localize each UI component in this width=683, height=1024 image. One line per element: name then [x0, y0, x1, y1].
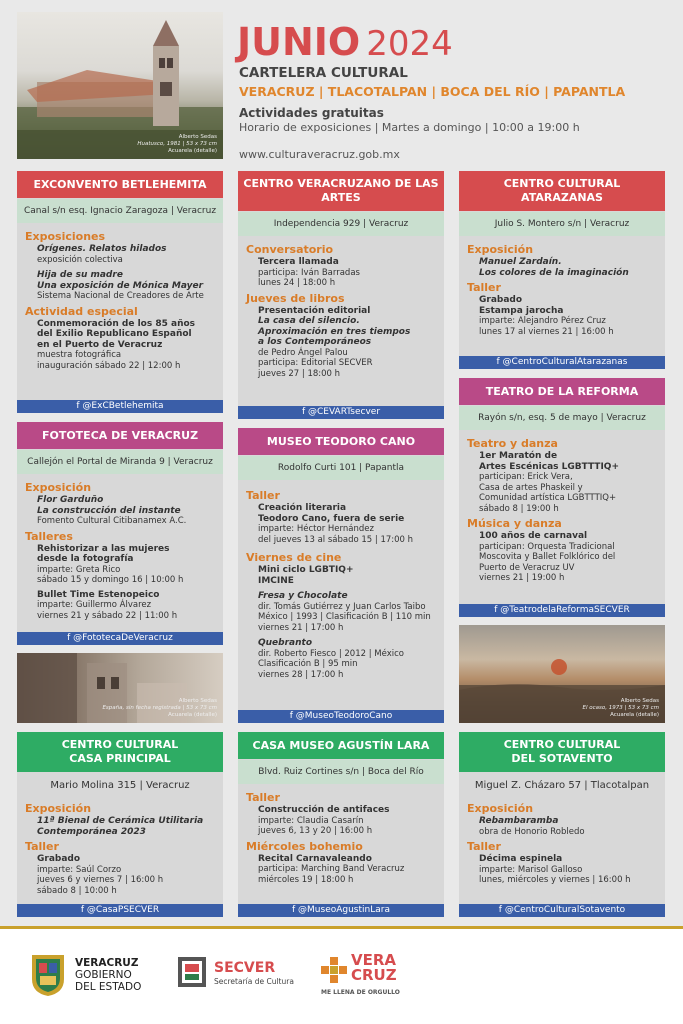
- venue-address: Canal s/n esq. Ignacio Zaragoza | Veracruz: [17, 199, 223, 223]
- event-title: Flor Garduño: [37, 495, 104, 505]
- event-date: lunes, miércoles y viernes | 16:00 h: [479, 875, 631, 885]
- facebook-link[interactable]: f @ExCBetlehemita: [17, 400, 223, 413]
- footer: [0, 929, 683, 1024]
- facebook-link[interactable]: f @CEVARTsecver: [238, 406, 444, 419]
- venue-title: EXCONVENTO BETLEHEMITA: [17, 171, 223, 198]
- facebook-link[interactable]: f @TeatrodelaReformaSECVER: [459, 604, 665, 617]
- event-title: Mini ciclo LGBTIQ+: [258, 565, 354, 575]
- event-date: sábado 15 y domingo 16 | 10:00 h: [37, 575, 184, 585]
- event-title: La construcción del instante: [37, 505, 181, 516]
- venue-title: TEATRO DE LA REFORMA: [459, 378, 665, 405]
- section-heading: Taller: [467, 840, 501, 853]
- section-heading: Jueves de libros: [246, 291, 345, 305]
- venue-card-fototeca: [17, 422, 223, 645]
- painting-el-ocaso: [459, 625, 665, 723]
- painting-espana: [17, 653, 223, 723]
- section-heading: Actividad especial: [25, 304, 138, 318]
- event-title: del Exilio Republicano Español: [37, 329, 192, 339]
- event-title: en el Puerto de Veracruz: [37, 339, 163, 350]
- event-title: Construcción de antifaces: [258, 805, 390, 815]
- event-title: Décima espinela: [479, 854, 563, 864]
- cities: VERACRUZ | TLACOTALPAN | BOCA DEL RÍO | PAPANTLA: [239, 84, 626, 99]
- painting-huatusco: [17, 12, 223, 159]
- event-detail: Clasificación B | 95 min: [258, 659, 358, 669]
- event-title: 1er Maratón de: [479, 451, 558, 461]
- event-detail: imparte: Saúl Corzo: [37, 864, 122, 875]
- facebook-link[interactable]: f @MuseoTeodoroCano: [238, 710, 444, 723]
- event-detail: México | 1993 | Clasificación B | 110 min: [258, 612, 431, 622]
- event-title: IMCINE: [258, 575, 294, 586]
- facebook-link[interactable]: f @MuseoAgustinLara: [238, 904, 444, 917]
- venue-title: FOTOTECA DE VERACRUZ: [17, 422, 223, 449]
- venue-card-teatro-reforma: [459, 378, 665, 617]
- event-date: viernes 21 y sábado 22 | 11:00 h: [37, 610, 178, 621]
- event-detail: imparte: Guillermo Álvarez: [37, 600, 152, 610]
- painting-caption: Alberto Sedas España, sin fecha registrada | 53 x 73 cm Acuarela (detalle): [102, 698, 217, 718]
- event-detail: Fomento Cultural Citibanamex A.C.: [37, 516, 187, 526]
- event-detail: dir. Tomás Gutiérrez y Juan Carlos Taibo: [258, 601, 426, 612]
- subtitle: CARTELERA CULTURAL: [239, 65, 408, 81]
- section-heading: Taller: [246, 791, 280, 804]
- event-detail: participa: Iván Barradas: [258, 267, 360, 278]
- section-heading: Conversatorio: [246, 243, 334, 256]
- page-title: JUNIO 2024: [237, 20, 453, 64]
- venue-title: CENTRO CULTURAL CASA PRINCIPAL: [17, 732, 223, 772]
- event-detail: obra de Honorio Robledo: [479, 826, 585, 837]
- event-detail: imparte: Claudia Casarín: [258, 815, 364, 826]
- section-heading: Música y danza: [467, 517, 562, 530]
- event-detail: participa: Editorial SECVER: [258, 358, 373, 368]
- section-heading: Exposición: [25, 481, 92, 494]
- section-heading: Miércoles bohemio: [246, 839, 363, 853]
- section-heading: Taller: [246, 489, 280, 502]
- venue-card-casa-principal: [17, 732, 223, 917]
- venue-title: MUSEO TEODORO CANO: [238, 428, 444, 455]
- section-heading: Exposición: [467, 243, 534, 256]
- event-title: Aproximación en tres tiempos: [258, 326, 411, 337]
- event-detail: imparte: Alejandro Pérez Cruz: [479, 316, 606, 326]
- venue-card-sotavento: [459, 732, 665, 917]
- section-heading: Exposiciones: [25, 230, 106, 243]
- event-detail: participan: Orquesta Tradicional: [479, 541, 615, 552]
- painting-caption: Alberto Sedas Huatusco, 1981 | 53 x 73 cm Acuarela (detalle): [137, 134, 217, 154]
- event-title: La casa del silencio.: [258, 316, 360, 326]
- venue-card-atarazanas: [459, 171, 665, 369]
- secver-logo-text: SECVER: [214, 960, 276, 976]
- event-title: Bullet Time Estenopeico: [37, 589, 160, 600]
- event-detail: participan: Erick Vera,: [479, 472, 573, 482]
- event-detail: de Pedro Ángel Palou: [258, 347, 348, 358]
- venue-address: Rodolfo Curti 101 | Papantla: [238, 456, 444, 480]
- event-date: lunes 24 | 18:00 h: [258, 278, 336, 288]
- event-title: Los colores de la imaginación: [479, 267, 629, 278]
- gobierno-logo-text: VERACRUZ GOBIERNO DEL ESTADO: [75, 957, 142, 993]
- event-title: Tercera llamada: [258, 257, 339, 267]
- venue-address: Mario Molina 315 | Veracruz: [17, 773, 223, 797]
- event-title: Artes Escénicas LGBTTTIQ+: [479, 461, 619, 472]
- event-date: jueves 6, 13 y 20 | 16:00 h: [258, 826, 373, 836]
- section-heading: Taller: [467, 281, 501, 294]
- event-date: sábado 8 | 10:00 h: [37, 885, 117, 896]
- venue-address: Blvd. Ruiz Cortines s/n | Boca del Río: [238, 760, 444, 784]
- venue-card-exconvento: [17, 171, 223, 413]
- event-detail: Casa de artes Phaskeil y: [479, 482, 583, 493]
- event-detail: Moscovita y Ballet Folklórico del: [479, 552, 616, 562]
- section-heading: Exposición: [467, 802, 534, 815]
- free-activities: Actividades gratuitas: [239, 106, 384, 120]
- event-title: Rehistorizar a las mujeres: [37, 543, 170, 554]
- event-title: Rebambaramba: [479, 816, 559, 826]
- veracruz-brand-icon: [321, 957, 347, 983]
- event-date: inauguración sábado 22 | 12:00 h: [37, 360, 181, 371]
- event-title: Orígenes. Relatos hilados: [37, 244, 167, 254]
- venue-address: Callejón el Portal de Miranda 9 | Veracruz: [17, 450, 223, 474]
- event-title: 11ª Bienal de Cerámica Utilitaria: [37, 816, 204, 826]
- event-title: Conmemoración de los 85 años: [37, 318, 196, 329]
- event-detail: imparte: Marisol Galloso: [479, 864, 583, 875]
- veracruz-brand-text: VERA CRUZ: [351, 951, 397, 984]
- venue-address: Independencia 929 | Veracruz: [238, 212, 444, 236]
- event-detail: exposición colectiva: [37, 254, 123, 265]
- event-detail: Sistema Nacional de Creadores de Arte: [37, 291, 204, 301]
- event-title: Teodoro Cano, fuera de serie: [258, 513, 405, 524]
- venue-card-agustin-lara: [238, 732, 444, 917]
- event-date: sábado 8 | 19:00 h: [479, 503, 559, 514]
- venue-card-teodoro-cano: [238, 428, 444, 723]
- painting-caption: Alberto Sedas El ocaso, 1973 | 53 x 73 cm Acuarela (detalle): [582, 698, 659, 718]
- event-title: Recital Carnavaleando: [258, 853, 372, 864]
- veracruz-coat-of-arms-icon: [28, 951, 68, 997]
- facebook-link[interactable]: f @CasaPSECVER: [17, 904, 223, 917]
- secver-emblem-icon: [176, 953, 208, 991]
- venue-title: CENTRO CULTURAL DEL SOTAVENTO: [459, 732, 665, 772]
- event-detail: participa: Marching Band Veracruz: [258, 864, 405, 874]
- event-title: Quebranto: [258, 638, 313, 648]
- event-title: Hija de su madre: [37, 270, 123, 280]
- secver-subtitle: Secretaría de Cultura: [214, 977, 294, 986]
- website-link[interactable]: www.culturaveracruz.gob.mx: [239, 148, 400, 161]
- exhibition-hours: Horario de exposiciones | Martes a domingo | 10:00 a 19:00 h: [239, 121, 580, 134]
- event-detail: Puerto de Veracruz UV: [479, 562, 575, 573]
- venue-card-cevart: [238, 171, 444, 419]
- venue-title: CASA MUSEO AGUSTÍN LARA: [238, 732, 444, 759]
- event-title: Creación literaria: [258, 503, 347, 513]
- venue-address: Rayón s/n, esq. 5 de mayo | Veracruz: [459, 406, 665, 430]
- event-title: Presentación editorial: [258, 305, 371, 316]
- event-title: Manuel Zardaín.: [479, 257, 562, 267]
- section-heading: Talleres: [25, 529, 73, 543]
- event-title: Grabado: [37, 854, 81, 864]
- section-heading: Exposición: [25, 802, 92, 815]
- event-date: miércoles 19 | 18:00 h: [258, 874, 354, 885]
- event-title: Estampa jarocha: [479, 305, 564, 316]
- section-heading: Teatro y danza: [467, 437, 558, 450]
- event-title: Grabado: [479, 295, 523, 305]
- event-detail: Comunidad artística LGBTTTIQ+: [479, 493, 617, 503]
- section-heading: Taller: [25, 840, 59, 853]
- event-title: Contemporánea 2023: [37, 826, 146, 837]
- venue-address: Miguel Z. Cházaro 57 | Tlacotalpan: [459, 773, 665, 797]
- facebook-link[interactable]: f @FototecaDeVeracruz: [17, 632, 223, 645]
- event-detail: imparte: Greta Rico: [37, 564, 121, 575]
- facebook-link[interactable]: f @CentroCulturalSotavento: [459, 904, 665, 917]
- event-date: viernes 28 | 17:00 h: [258, 669, 344, 680]
- venue-title: CENTRO VERACRUZANO DE LAS ARTES: [238, 171, 444, 211]
- facebook-link[interactable]: f @CentroCulturalAtarazanas: [459, 356, 665, 369]
- venue-title: CENTRO CULTURAL ATARAZANAS: [459, 171, 665, 211]
- event-date: del jueves 13 al sábado 15 | 17:00 h: [258, 534, 414, 545]
- event-date: lunes 17 al viernes 21 | 16:00 h: [479, 326, 614, 337]
- venue-address: Julio S. Montero s/n | Veracruz: [459, 212, 665, 236]
- veracruz-brand-tagline: ME LLENA DE ORGULLO: [321, 989, 400, 996]
- event-title: a los Contemporáneos: [258, 337, 372, 347]
- section-heading: Viernes de cine: [246, 551, 342, 564]
- event-date: jueves 27 | 18:00 h: [258, 368, 341, 379]
- event-date: jueves 6 y viernes 7 | 16:00 h: [37, 875, 164, 885]
- event-detail: imparte: Héctor Hernández: [258, 524, 374, 534]
- event-title: 100 años de carnaval: [479, 531, 588, 541]
- event-detail: muestra fotográfica: [37, 350, 122, 360]
- event-detail: dir. Roberto Fiesco | 2012 | México: [258, 648, 404, 659]
- event-title: desde la fotografía: [37, 554, 134, 564]
- event-date: viernes 21 | 19:00 h: [479, 573, 565, 583]
- event-title: Fresa y Chocolate: [258, 591, 348, 601]
- event-title: Una exposición de Mónica Mayer: [37, 280, 204, 291]
- event-date: viernes 21 | 17:00 h: [258, 622, 344, 633]
